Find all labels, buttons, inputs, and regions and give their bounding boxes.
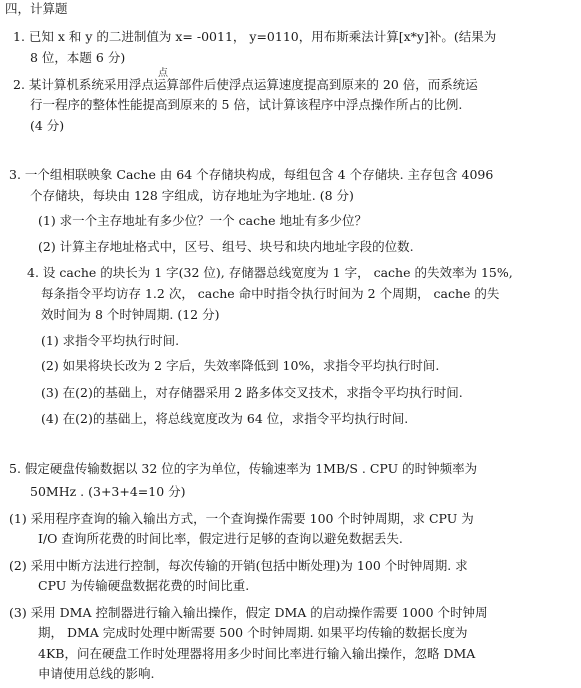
q1-line-2: 8 位，本题 6 分) [30, 50, 126, 65]
q4-sub-2: (2) 如果将块长改为 2 字后，失效率降低到 10%，求指令平均执行时间. [41, 358, 440, 373]
q5-line-2: 50MHz . (3+3+4=10 分) [30, 484, 186, 499]
q5-sub-3-line-2: 期， DMA 完成时处理中断需要 500 个时钟周期. 如果平均传输的数据长度为 [38, 625, 468, 640]
section-title: 四，计算题 [5, 1, 68, 16]
q3-line-2: 个存储块，每块由 128 字组成，访存地址为字地址. (8 分) [30, 188, 354, 203]
q3-sub-2: (2) 计算主存地址格式中，区号、组号、块号和块内地址字段的位数. [38, 239, 414, 254]
q5-line-1: 5. 假定硬盘传输数据以 32 位的字为单位，传输速率为 1MB/S . CPU 的时钟频率为 [9, 461, 478, 476]
q2-line-2: 行一程序的整体性能提高到原来的 5 倍，试计算该程序中浮点操作所占的比例. [30, 97, 463, 112]
q5-sub-2-line-1: (2) 采用中断方法进行控制，每次传输的开销(包括中断处理)为 100 个时钟周期. 求 [9, 558, 468, 573]
q1-line-1: 1. 已知 x 和 y 的二进制值为 x= -0011， y=0110，用布斯乘法计算[x*y]补。(结果为 [13, 29, 497, 44]
q5-sub-3-line-1: (3) 采用 DMA 控制器进行输入输出操作，假定 DMA 的启动操作需要 1000 个时钟周 [9, 605, 488, 620]
handwritten-annotation: 点 [158, 68, 168, 79]
q4-sub-1: (1) 求指令平均执行时间. [41, 333, 180, 348]
q5-sub-1-line-1: (1) 采用程序查询的输入输出方式，一个查询操作需要 100 个时钟周期，求 CPU 为 [9, 511, 474, 526]
q5-sub-3-line-3: 4KB，问在硬盘工作时处理器将用多少时间比率进行输入输出操作，忽略 DMA [38, 646, 476, 661]
q5-sub-3-line-4: 申请使用总线的影响. [38, 666, 155, 681]
q4-line-3: 效时间为 8 个时钟周期. (12 分) [41, 307, 220, 322]
q3-sub-1: (1) 求一个主存地址有多少位？一个 cache 地址有多少位？ [38, 213, 368, 228]
q2-line-3: (4 分) [30, 118, 65, 133]
q5-sub-1-line-2: I/O 查询所花费的时间比率，假定进行足够的查询以避免数据丢失. [38, 531, 403, 546]
q4-sub-3: (3) 在(2)的基础上，对存储器采用 2 路多体交叉技术，求指令平均执行时间. [41, 385, 463, 400]
q5-sub-2-line-2: CPU 为传输硬盘数据花费的时间比重. [38, 578, 250, 593]
q3-line-1: 3. 一个组相联映象 Cache 由 64 个存储块构成，每组包含 4 个存储块. 主存包含 4096 [9, 167, 494, 182]
q4-line-1: 4. 设 cache 的块长为 1 字(32 位), 存储器总线宽度为 1 字， cache 的失效率为 15%, [27, 265, 513, 280]
q2-line-1: 2. 某计算机系统采用浮点运算部件后使浮点运算速度提高到原来的 20 倍，而系统运 [13, 77, 478, 92]
q4-sub-4: (4) 在(2)的基础上，将总线宽度改为 64 位，求指令平均执行时间. [41, 411, 409, 426]
q4-line-2: 每条指令平均访存 1.2 次， cache 命中时指令执行时间为 2 个周期， cache 的失 [41, 286, 500, 301]
